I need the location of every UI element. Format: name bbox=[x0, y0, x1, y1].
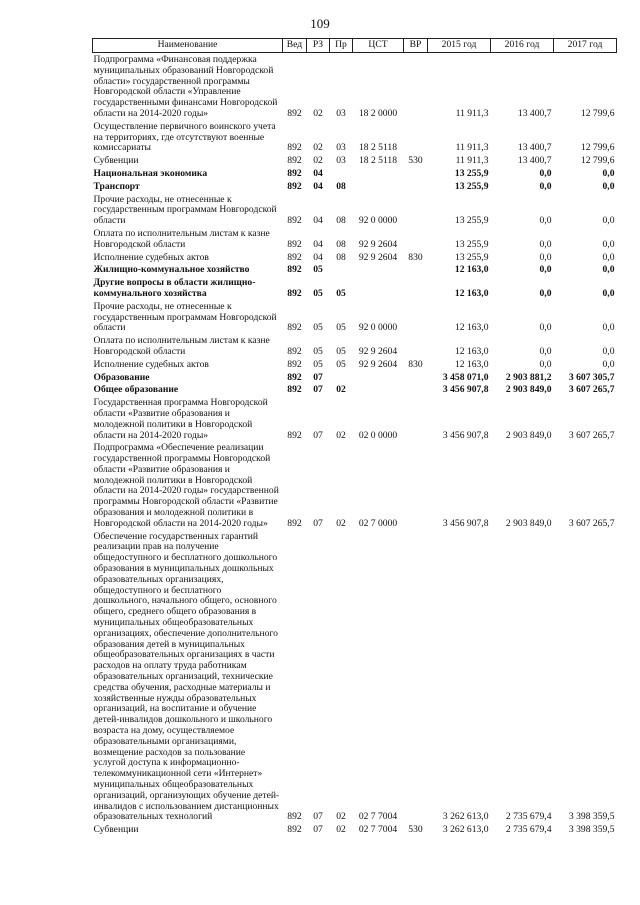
row-value-2015: 13 255,9 bbox=[454, 251, 489, 263]
row-vr bbox=[404, 53, 428, 120]
row-pr: 05 bbox=[336, 345, 346, 357]
row-rz: 02 bbox=[313, 155, 323, 167]
row-name: Национальная экономика bbox=[93, 167, 208, 179]
row-cst: 02 7 0000 bbox=[358, 517, 398, 529]
row-value-2016: 2 903 849,0 bbox=[505, 517, 552, 529]
row-ved: 892 bbox=[287, 238, 302, 250]
row-vr bbox=[404, 227, 428, 251]
row-value-2017: 0,0 bbox=[602, 358, 615, 370]
row-value-2016: 0,0 bbox=[539, 264, 552, 276]
row-ved: 892 bbox=[287, 345, 302, 357]
row-vr bbox=[404, 180, 428, 193]
row-rz: 07 bbox=[313, 371, 323, 383]
row-ved: 892 bbox=[287, 107, 302, 119]
row-value-2016: 0,0 bbox=[539, 167, 552, 179]
row-value-2016: 2 735 679,4 bbox=[505, 824, 552, 836]
row-name: Прочие расходы, не отнесенные к государственным программам Новгородской области bbox=[93, 193, 277, 227]
row-vr bbox=[404, 530, 428, 824]
row-value-2016: 2 903 881,2 bbox=[505, 371, 552, 383]
row-cst bbox=[353, 383, 404, 396]
row-value-2017: 0,0 bbox=[602, 251, 615, 263]
row-vr bbox=[404, 120, 428, 154]
row-rz: 04 bbox=[313, 215, 323, 227]
row-cst: 18 2 0000 bbox=[358, 107, 398, 119]
row-value-2015: 12 163,0 bbox=[454, 322, 489, 334]
row-name: Государственная программа Новгородской области «Развитие образования и молодежной политики в Новгородской области на 2014-2020 годы» bbox=[93, 397, 268, 441]
row-rz: 07 bbox=[313, 384, 323, 396]
row-rz: 04 bbox=[313, 167, 323, 179]
row-pr: 05 bbox=[336, 358, 346, 370]
row-ved: 892 bbox=[287, 287, 302, 299]
header-2017: 2017 год bbox=[554, 39, 617, 53]
row-value-2015: 3 458 071,0 bbox=[442, 371, 489, 383]
table-row bbox=[93, 371, 617, 384]
row-rz: 05 bbox=[313, 322, 323, 334]
row-ved: 892 bbox=[287, 358, 302, 370]
row-name: Прочие расходы, не отнесенные к государственным программам Новгородской области bbox=[93, 300, 277, 334]
header-rz: РЗ bbox=[307, 39, 330, 53]
table-row bbox=[93, 180, 617, 193]
row-value-2017: 3 607 305,7 bbox=[568, 371, 615, 383]
row-rz: 05 bbox=[313, 358, 323, 370]
row-cst: 92 9 2604 bbox=[358, 251, 398, 263]
row-vr bbox=[404, 167, 428, 180]
row-value-2017: 0,0 bbox=[602, 322, 615, 334]
header-2016: 2016 год bbox=[491, 39, 554, 53]
row-value-2015: 12 163,0 bbox=[454, 287, 489, 299]
row-cst: 92 9 2604 bbox=[358, 238, 398, 250]
row-value-2016: 13 400,7 bbox=[517, 155, 552, 167]
row-ved: 892 bbox=[287, 215, 302, 227]
row-vr bbox=[404, 193, 428, 227]
row-name: Обеспечение государственных гарантий реализации прав на получение общедоступного и бесплатного дошкольного образования в муниципальных дошкольных образовательных организациях, общедоступного и бесплатного дошкольного, начального общего, основного общего, среднего общего образования в муниципальных общеобразовательных организациях, обеспечение дополнительного образования детей в муниципальных общеобразовательных организациях в части расходов на оплату труда работникам образовательных организаций, технические средства обучения, расходные материалы и хозяйственные нужды образовательных организаций, на воспитание и обучение детей-инвалидов дошкольного и школьного возраста на дому, осуществляемое образовательными организациями, возмещение расходов за пользование услугой доступа к информационно-телекоммуникационной сети «Интернет» муниципальных общеобразовательных организаций, организующих обучение детей-инвалидов с использованием дистанционных образовательных технологий bbox=[93, 530, 280, 823]
row-rz: 04 bbox=[313, 251, 323, 263]
row-value-2015: 3 262 613,0 bbox=[442, 811, 489, 823]
row-value-2016: 0,0 bbox=[539, 322, 552, 334]
row-name: Оплата по исполнительным листам к казне Новгородской области bbox=[93, 335, 270, 357]
row-value-2015: 11 911,3 bbox=[455, 155, 489, 167]
header-pr: Пр bbox=[330, 39, 353, 53]
table-row bbox=[93, 396, 617, 441]
table-row bbox=[93, 251, 617, 264]
row-value-2015: 3 456 907,8 bbox=[442, 517, 489, 529]
row-value-2017: 0,0 bbox=[602, 345, 615, 357]
row-vr bbox=[404, 276, 428, 300]
row-vr bbox=[404, 396, 428, 441]
header-cst: ЦСТ bbox=[353, 39, 404, 53]
row-ved: 892 bbox=[287, 429, 302, 441]
row-ved: 892 bbox=[287, 264, 302, 276]
row-cst bbox=[353, 167, 404, 180]
row-value-2017: 12 799,6 bbox=[580, 155, 615, 167]
row-vr bbox=[404, 383, 428, 396]
row-value-2015: 13 255,9 bbox=[454, 180, 489, 192]
row-name: Исполнение судебных актов bbox=[93, 251, 209, 263]
row-pr: 02 bbox=[336, 429, 346, 441]
row-ved: 892 bbox=[287, 155, 302, 167]
row-value-2017: 3 398 359,5 bbox=[568, 811, 615, 823]
row-cst: 92 0 0000 bbox=[358, 322, 398, 334]
row-pr: 02 bbox=[336, 384, 346, 396]
row-value-2017: 0,0 bbox=[602, 215, 615, 227]
row-name: Транспорт bbox=[93, 180, 140, 192]
row-value-2017: 0,0 bbox=[602, 238, 615, 250]
row-ved: 892 bbox=[287, 167, 302, 179]
row-name: Подпрограмма «Финансовая поддержка муниципальных образований Новгородской области» государственной программы Новгородской области «Управление государственными финансами Новгородской области на 2014-2020 годы» bbox=[93, 54, 278, 119]
row-name: Субвенции bbox=[93, 824, 139, 836]
row-ved: 892 bbox=[287, 322, 302, 334]
row-cst: 18 2 5118 bbox=[358, 142, 398, 154]
row-vr: 830 bbox=[408, 251, 423, 263]
row-cst bbox=[353, 371, 404, 384]
row-value-2015: 3 456 907,8 bbox=[442, 429, 489, 441]
row-cst: 92 9 2604 bbox=[358, 358, 398, 370]
row-vr: 530 bbox=[408, 824, 423, 836]
table-row bbox=[93, 300, 617, 334]
row-value-2016: 2 735 679,4 bbox=[505, 811, 552, 823]
row-value-2015: 12 163,0 bbox=[454, 358, 489, 370]
row-value-2016: 0,0 bbox=[539, 251, 552, 263]
row-ved: 892 bbox=[287, 811, 302, 823]
row-ved: 892 bbox=[287, 384, 302, 396]
row-ved: 892 bbox=[287, 142, 302, 154]
table-row bbox=[93, 276, 617, 300]
row-value-2015: 3 262 613,0 bbox=[442, 824, 489, 836]
row-name: Осуществление первичного воинского учета на территориях, где отсутствуют военные комиссариаты bbox=[93, 120, 276, 154]
header-ved: Вед bbox=[283, 39, 307, 53]
row-value-2016: 0,0 bbox=[539, 287, 552, 299]
row-cst: 02 7 7004 bbox=[358, 811, 398, 823]
row-value-2017: 3 398 359,5 bbox=[568, 824, 615, 836]
row-cst: 92 9 2604 bbox=[358, 345, 398, 357]
row-rz: 02 bbox=[313, 142, 323, 154]
row-cst bbox=[353, 180, 404, 193]
row-rz: 05 bbox=[313, 264, 323, 276]
budget-table bbox=[92, 38, 617, 836]
row-pr bbox=[330, 263, 353, 276]
row-value-2016: 2 903 849,0 bbox=[505, 384, 552, 396]
row-cst: 02 7 7004 bbox=[358, 824, 398, 836]
row-value-2016: 0,0 bbox=[539, 358, 552, 370]
row-value-2015: 12 163,0 bbox=[454, 264, 489, 276]
row-value-2015: 12 163,0 bbox=[454, 345, 489, 357]
row-value-2016: 0,0 bbox=[539, 215, 552, 227]
table-row bbox=[93, 823, 617, 836]
row-value-2015: 11 911,3 bbox=[455, 142, 489, 154]
row-rz: 05 bbox=[313, 345, 323, 357]
row-value-2016: 0,0 bbox=[539, 238, 552, 250]
row-ved: 892 bbox=[287, 180, 302, 192]
row-value-2016: 13 400,7 bbox=[517, 142, 552, 154]
header-name: Наименование bbox=[93, 39, 283, 53]
row-rz: 07 bbox=[313, 811, 323, 823]
row-value-2016: 2 903 849,0 bbox=[505, 429, 552, 441]
row-value-2016: 0,0 bbox=[539, 345, 552, 357]
page-number: 109 bbox=[310, 16, 330, 31]
table-row bbox=[93, 263, 617, 276]
row-value-2015: 13 255,9 bbox=[454, 167, 489, 179]
row-ved: 892 bbox=[287, 251, 302, 263]
row-vr bbox=[404, 441, 428, 529]
row-value-2015: 13 255,9 bbox=[454, 238, 489, 250]
row-rz: 07 bbox=[313, 824, 323, 836]
row-ved: 892 bbox=[287, 824, 302, 836]
header-vr: ВР bbox=[404, 39, 428, 53]
table-row bbox=[93, 530, 617, 824]
row-name: Исполнение судебных актов bbox=[93, 358, 209, 370]
row-pr: 05 bbox=[336, 322, 346, 334]
row-rz: 04 bbox=[313, 180, 323, 192]
row-name: Субвенции bbox=[93, 155, 139, 167]
row-vr bbox=[404, 300, 428, 334]
table-row bbox=[93, 383, 617, 396]
row-vr: 830 bbox=[408, 358, 423, 370]
row-value-2016: 0,0 bbox=[539, 180, 552, 192]
row-pr bbox=[330, 167, 353, 180]
row-value-2017: 0,0 bbox=[602, 287, 615, 299]
row-vr bbox=[404, 263, 428, 276]
row-value-2015: 13 255,9 bbox=[454, 215, 489, 227]
row-value-2017: 12 799,6 bbox=[580, 142, 615, 154]
table-row bbox=[93, 53, 617, 120]
table-row bbox=[93, 193, 617, 227]
row-rz: 04 bbox=[313, 238, 323, 250]
row-vr bbox=[404, 371, 428, 384]
table-row bbox=[93, 358, 617, 371]
row-name: Жилищно-коммунальное хозяйство bbox=[93, 264, 250, 276]
row-pr: 02 bbox=[336, 517, 346, 529]
header-2015: 2015 год bbox=[428, 39, 491, 53]
row-name: Подпрограмма «Обеспечение реализации государственной программы Новгородской области «Развитие образования и молодежной политики в Новгородской области на 2014-2020 годы» государственной программы Новгородской области «Развитие образования и молодежной политики в Новгородской области на 2014-2020 годы» bbox=[93, 442, 279, 529]
row-cst: 92 0 0000 bbox=[358, 215, 398, 227]
row-pr: 08 bbox=[336, 215, 346, 227]
table-row bbox=[93, 154, 617, 167]
row-value-2017: 3 607 265,7 bbox=[568, 384, 615, 396]
row-cst: 02 0 0000 bbox=[358, 429, 398, 441]
row-pr: 02 bbox=[336, 824, 346, 836]
row-value-2015: 3 456 907,8 bbox=[442, 384, 489, 396]
row-name: Другие вопросы в области жилищно-коммунального хозяйства bbox=[93, 277, 256, 299]
row-pr: 03 bbox=[336, 142, 346, 154]
table-row bbox=[93, 167, 617, 180]
table-row bbox=[93, 120, 617, 154]
row-value-2017: 12 799,6 bbox=[580, 107, 615, 119]
table-row bbox=[93, 441, 617, 529]
row-cst bbox=[353, 263, 404, 276]
row-value-2015: 11 911,3 bbox=[455, 107, 489, 119]
row-value-2017: 0,0 bbox=[602, 264, 615, 276]
row-value-2017: 3 607 265,7 bbox=[568, 517, 615, 529]
row-pr: 08 bbox=[336, 251, 346, 263]
row-ved: 892 bbox=[287, 517, 302, 529]
row-cst bbox=[353, 276, 404, 300]
row-name: Общее образование bbox=[93, 384, 179, 396]
row-pr: 08 bbox=[336, 238, 346, 250]
row-pr: 05 bbox=[336, 287, 346, 299]
row-name: Образование bbox=[93, 371, 150, 383]
row-pr: 03 bbox=[336, 155, 346, 167]
row-value-2017: 0,0 bbox=[602, 180, 615, 192]
row-rz: 07 bbox=[313, 517, 323, 529]
row-pr: 03 bbox=[336, 107, 346, 119]
row-value-2017: 3 607 265,7 bbox=[568, 429, 615, 441]
row-value-2016: 13 400,7 bbox=[517, 107, 552, 119]
row-vr bbox=[404, 334, 428, 358]
row-rz: 07 bbox=[313, 429, 323, 441]
row-value-2017: 0,0 bbox=[602, 167, 615, 179]
row-cst: 18 2 5118 bbox=[358, 155, 398, 167]
row-pr: 02 bbox=[336, 811, 346, 823]
row-pr: 08 bbox=[336, 180, 346, 192]
table-row bbox=[93, 334, 617, 358]
row-rz: 05 bbox=[313, 287, 323, 299]
row-vr: 530 bbox=[408, 155, 423, 167]
row-rz: 02 bbox=[313, 107, 323, 119]
table-header-row bbox=[93, 39, 617, 53]
table-row bbox=[93, 227, 617, 251]
row-name: Оплата по исполнительным листам к казне Новгородской области bbox=[93, 227, 270, 250]
row-pr bbox=[330, 371, 353, 384]
row-ved: 892 bbox=[287, 371, 302, 383]
